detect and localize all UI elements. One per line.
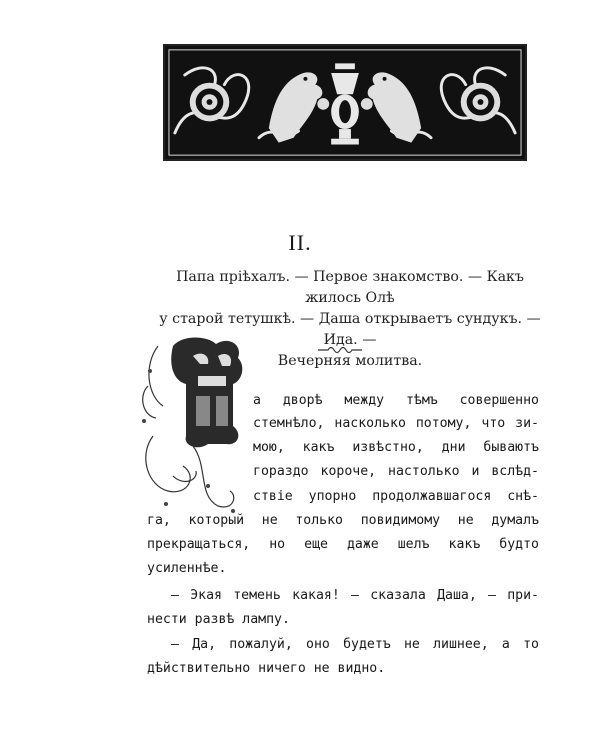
body-line: а дворѣ между тѣмъ совершенно [253, 393, 539, 408]
body-line: — Да, пожалуй, оно будетъ не лишнее, а то [171, 637, 539, 652]
body-line: — Экая темень какая! — сказала Даша, — при- [171, 588, 539, 603]
ornamental-headpiece [163, 44, 527, 161]
body-line: прекращаться, но еще даже шелъ какъ будто [147, 537, 539, 552]
body-line: дѣйствительно ничего не видно. [147, 661, 386, 676]
summary-line: Папа прiѣхалъ. — Первое знакомство. — Какъ жилось Олѣ [176, 269, 524, 306]
body-line: усиленнѣе. [147, 561, 227, 576]
body-line: мою, какъ извѣстно, дни бываютъ [253, 440, 539, 455]
ornamental-initial-letter [138, 326, 250, 516]
body-line: ствiе упорно продолжавшагося снѣ- [253, 489, 539, 504]
summary-line: у старой тетушкѣ. — Даша открываетъ сундукъ. — Ида. — [159, 311, 541, 348]
wavy-divider-ornament [318, 344, 362, 356]
body-line: стемнѣло, насколько потому, что зи- [253, 416, 539, 431]
body-line: гораздо короче, настолько и вслѣд- [253, 464, 539, 479]
summary-line: Вечерняя молитва. [277, 353, 423, 369]
body-line: га, который не только повидимому не думалъ [147, 513, 539, 528]
body-line: нести развѣ лампу. [147, 612, 290, 627]
chapter-number: II. [288, 230, 312, 255]
